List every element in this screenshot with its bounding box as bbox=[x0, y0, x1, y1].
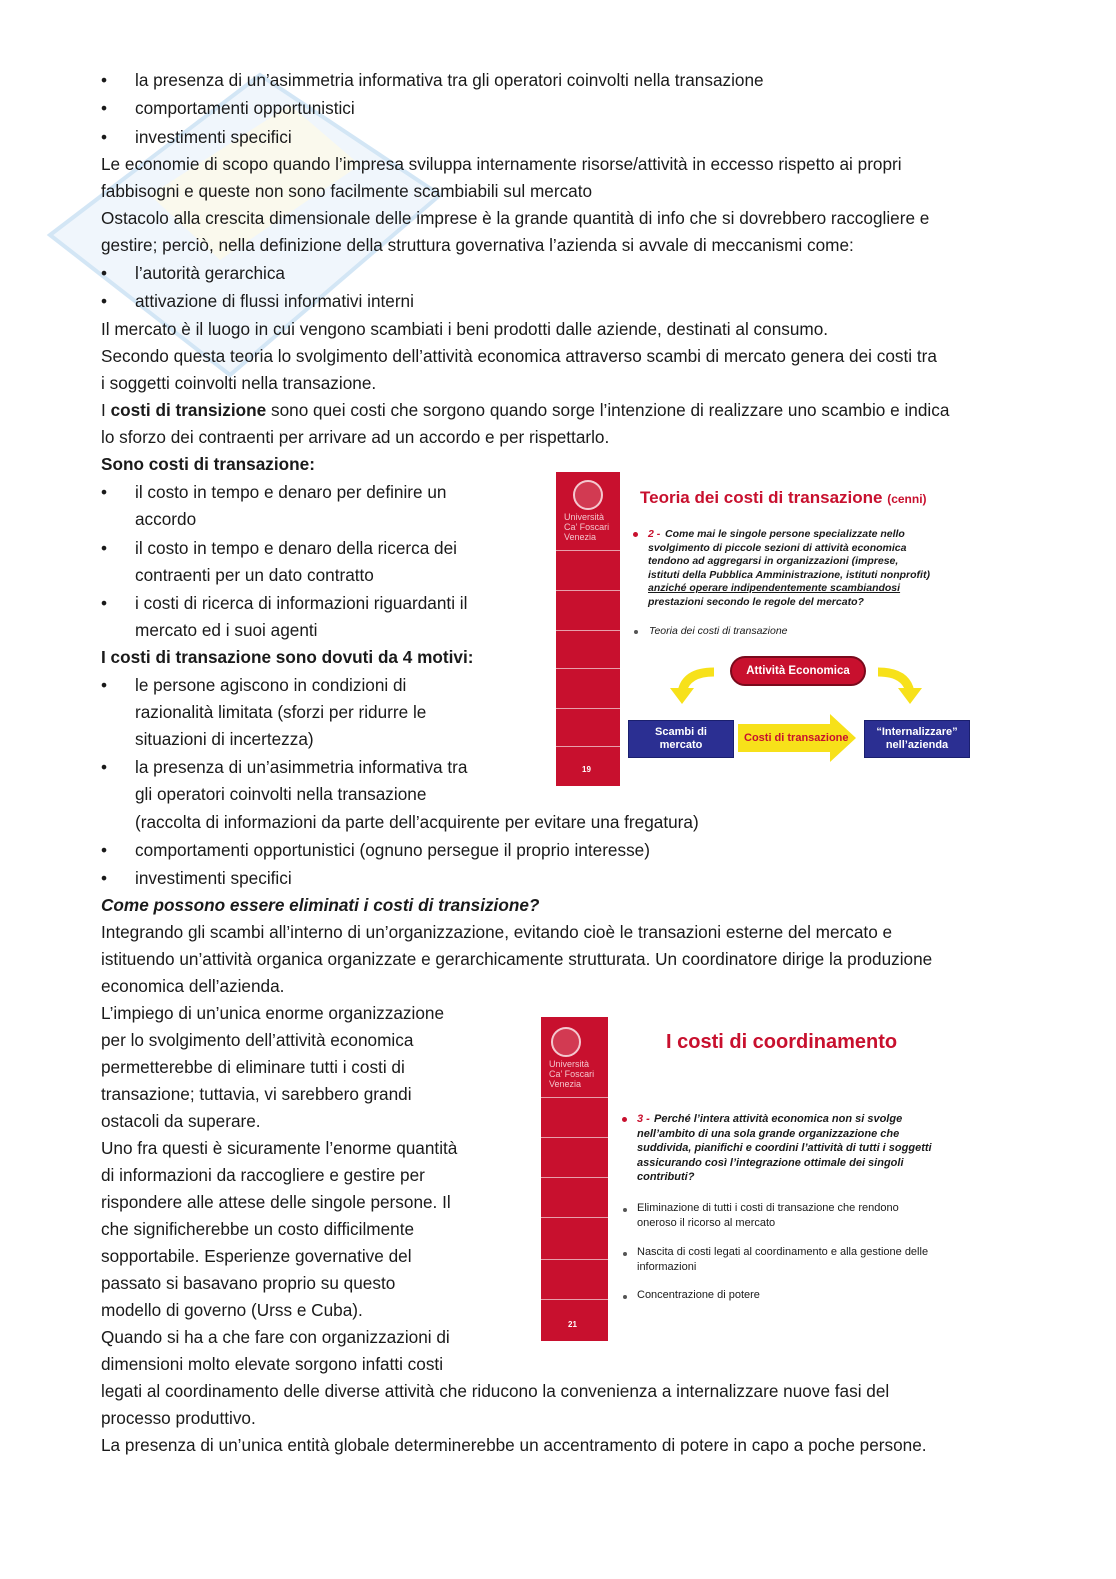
slide-title bbox=[640, 488, 927, 508]
question-line: assicurando così l’integrazione ottimale dei singoli bbox=[637, 1156, 904, 1169]
bullet-dot: • bbox=[101, 593, 108, 613]
bullet-text: accordo bbox=[135, 509, 197, 529]
paragraph-line: che significherebbe un costo difficilmente bbox=[101, 1219, 415, 1239]
paragraph-line: passato si basavano proprio su questo bbox=[101, 1273, 396, 1293]
slide-title-text: Teoria dei costi di transazione bbox=[640, 488, 883, 507]
bullet-dot: • bbox=[101, 538, 108, 558]
paragraph-line: transazione; tuttavia, vi sarebbero grandi bbox=[101, 1084, 412, 1104]
bullet-dot bbox=[623, 1295, 627, 1299]
arrow-label: Costi di transazione bbox=[744, 732, 849, 744]
university-crest-icon bbox=[573, 480, 603, 510]
question-number: 2 - bbox=[648, 528, 661, 540]
university-crest-icon bbox=[551, 1027, 581, 1057]
curved-arrow-right-icon bbox=[874, 666, 924, 706]
sidebar-divider bbox=[541, 1097, 608, 1098]
slide-page-number: 19 bbox=[582, 765, 591, 774]
question-line: prestazioni secondo le regole del mercato? bbox=[648, 595, 864, 608]
paragraph-line: La presenza di un’unica entità globale determinerebbe un accentramento di potere in capo a poche persone. bbox=[101, 1435, 927, 1455]
box-line: mercato bbox=[659, 739, 703, 751]
paragraph-line: Il mercato è il luogo in cui vengono scambiati i beni prodotti dalle aziende, destinati al consumo. bbox=[101, 319, 829, 339]
slide-page-number: 21 bbox=[568, 1320, 577, 1329]
paragraph-line: Ostacolo alla crescita dimensionale delle imprese è la grande quantità di info che si dovrebbero raccogliere e bbox=[101, 208, 930, 228]
bullet-dot: • bbox=[101, 98, 108, 118]
slide-transaction-costs bbox=[556, 472, 976, 788]
bullet-text: attivazione di flussi informativi interni bbox=[135, 291, 414, 311]
paragraph-line: istituendo un’attività organica organizzate e gerarchicamente strutturata. Un coordinatore dirige la produzione bbox=[101, 949, 933, 969]
paragraph-line: lo sforzo dei contraenti per arrivare ad un accordo e per rispettarlo. bbox=[101, 427, 610, 447]
bullet-text: contraenti per un dato contratto bbox=[135, 565, 374, 585]
question-line: Come mai le singole persone specializzate nello bbox=[665, 528, 905, 540]
sidebar-divider bbox=[556, 668, 620, 669]
slide-bullet-line: Concentrazione di potere bbox=[637, 1289, 760, 1301]
bullet-text: (raccolta di informazioni da parte dell’acquirente per evitare una fregatura) bbox=[135, 812, 699, 832]
bullet-text: i costi di ricerca di informazioni riguardanti il bbox=[135, 593, 468, 613]
paragraph-line: dimensioni molto elevate sorgono infatti costi bbox=[101, 1354, 444, 1374]
slide-bullet-line: Eliminazione di tutti i costi di transazione che rendono bbox=[637, 1202, 899, 1214]
sidebar-divider bbox=[556, 708, 620, 709]
paragraph-line: permetterebbe di eliminare tutti i costi di bbox=[101, 1057, 405, 1077]
bullet-text: razionalità limitata (sforzi per ridurre le bbox=[135, 702, 427, 722]
section-heading: Sono costi di transazione: bbox=[101, 454, 315, 474]
paragraph-line: Uno fra questi è sicuramente l’enorme quantità bbox=[101, 1138, 458, 1158]
paragraph-line: Quando si ha a che fare con organizzazioni di bbox=[101, 1327, 450, 1347]
bullet-dot: • bbox=[101, 263, 108, 283]
university-name: Ca’ Foscari bbox=[564, 522, 610, 532]
bold-term: costi di transizione bbox=[110, 400, 267, 420]
paragraph-line: economica dell’azienda. bbox=[101, 976, 285, 996]
bullet-dot: • bbox=[101, 757, 108, 777]
bullet-text: comportamenti opportunistici bbox=[135, 98, 355, 118]
paragraph-line bbox=[101, 399, 949, 421]
slide-bullet-line: Nascita di costi legati al coordinamento e alla gestione delle bbox=[637, 1246, 929, 1258]
bullet-text: le persone agiscono in condizioni di bbox=[135, 675, 407, 695]
box-line: nell’azienda bbox=[885, 739, 949, 751]
bullet-text: la presenza di un’asimmetria informativa tra gli operatori coinvolti nella transazione bbox=[135, 70, 764, 90]
university-name: Ca’ Foscari bbox=[549, 1069, 595, 1079]
paragraph-line: Le economie di scopo quando l’impresa sviluppa internamente risorse/attività in eccesso rispetto ai propri bbox=[101, 154, 902, 174]
question-line: istituti della Pubblica Amministrazione, istituti nonprofit) bbox=[648, 568, 930, 581]
sidebar-divider bbox=[541, 1137, 608, 1138]
bullet-text: situazioni di incertezza) bbox=[135, 729, 314, 749]
sidebar-divider bbox=[556, 746, 620, 747]
market-exchanges-box bbox=[628, 720, 734, 758]
text-run: I bbox=[101, 400, 111, 420]
paragraph-line: processo produttivo. bbox=[101, 1408, 256, 1428]
section-heading: I costi di transazione sono dovuti da 4 motivi: bbox=[101, 647, 474, 667]
bullet-dot: • bbox=[101, 868, 108, 888]
sidebar-divider bbox=[541, 1177, 608, 1178]
university-name: Venezia bbox=[564, 532, 597, 542]
slide-coordination-costs bbox=[541, 1017, 971, 1343]
section-question: Come possono essere eliminati i costi di transizione? bbox=[101, 895, 540, 915]
bullet-text: gli operatori coinvolti nella transazione bbox=[135, 784, 427, 804]
bullet-text: il costo in tempo e denaro per definire un bbox=[135, 482, 447, 502]
activity-pill: Attività Economica bbox=[730, 656, 866, 686]
paragraph-line: rispondere alle attese delle singole persone. Il bbox=[101, 1192, 451, 1212]
box-line: Scambi di bbox=[655, 726, 707, 738]
bullet-dot: • bbox=[101, 840, 108, 860]
sidebar-divider bbox=[556, 630, 620, 631]
sidebar-divider bbox=[556, 590, 620, 591]
sidebar-divider bbox=[541, 1259, 608, 1260]
sidebar-divider bbox=[541, 1217, 608, 1218]
paragraph-line: fabbisogni e queste non sono facilmente scambiabili sul mercato bbox=[101, 181, 593, 201]
bullet-text: la presenza di un’asimmetria informativa tra bbox=[135, 757, 468, 777]
internalize-box bbox=[864, 720, 970, 758]
slide-bullet bbox=[637, 1201, 899, 1231]
paragraph-line: di informazioni da raccogliere e gestire per bbox=[101, 1165, 425, 1185]
bullet-dot bbox=[622, 1117, 627, 1122]
bullet-dot: • bbox=[101, 70, 108, 90]
curved-arrow-left-icon bbox=[668, 666, 718, 706]
sidebar-divider bbox=[556, 550, 620, 551]
paragraph-line: i soggetti coinvolti nella transazione. bbox=[101, 373, 377, 393]
university-name: Venezia bbox=[549, 1079, 582, 1089]
slide-bullet bbox=[637, 1288, 760, 1303]
slide-title-suffix: (cenni) bbox=[887, 492, 927, 506]
bullet-dot bbox=[623, 1252, 627, 1256]
question-line: tendono ad aggregarsi in organizzazioni (imprese, bbox=[648, 555, 899, 567]
slide-title: I costi di coordinamento bbox=[666, 1031, 898, 1053]
paragraph-line: Integrando gli scambi all’interno di un’organizzazione, evitando cioè le transazioni esterne del mercato e bbox=[101, 922, 893, 942]
paragraph-line: ostacoli da superare. bbox=[101, 1111, 261, 1131]
slide-question bbox=[637, 1112, 932, 1185]
bullet-dot: • bbox=[101, 675, 108, 695]
paragraph-line: modello di governo (Urss e Cuba). bbox=[101, 1300, 363, 1320]
question-line: contributi? bbox=[637, 1171, 695, 1183]
question-line: anziché operare indipendentemente scambiandosi bbox=[648, 582, 901, 594]
paragraph-line: sopportabile. Esperienze governative del bbox=[101, 1246, 412, 1266]
question-line: Perché l’intera attività economica non si svolge bbox=[654, 1113, 903, 1125]
bullet-text: investimenti specifici bbox=[135, 127, 292, 147]
slide-question bbox=[648, 528, 930, 609]
university-name: Università bbox=[549, 1059, 590, 1069]
paragraph-line: gestire; perciò, nella definizione della struttura governativa l’azienda si avvale di meccanismi come: bbox=[101, 235, 854, 255]
slide-bullet-line: oneroso il ricorso al mercato bbox=[637, 1217, 776, 1229]
bullet-text: comportamenti opportunistici (ognuno persegue il proprio interesse) bbox=[135, 840, 650, 860]
question-line: nell’ambito di una sola grande organizzazione che bbox=[637, 1127, 900, 1140]
bullet-text: mercato ed i suoi agenti bbox=[135, 620, 318, 640]
university-name: Università bbox=[564, 512, 605, 522]
question-line: suddivida, pianifichi e coordini l’attività di tutti i soggetti bbox=[637, 1142, 932, 1154]
box-line: “Internalizzare” bbox=[876, 726, 958, 738]
slide-sidebar bbox=[556, 472, 620, 786]
slide-bullet-text: Teoria dei costi di transazione bbox=[649, 625, 788, 637]
paragraph-line: Secondo questa teoria lo svolgimento dell’attività economica attraverso scambi di mercato genera dei costi tra bbox=[101, 346, 937, 366]
question-number: 3 - bbox=[637, 1113, 650, 1125]
bullet-text: investimenti specifici bbox=[135, 868, 292, 888]
bullet-text: l’autorità gerarchica bbox=[135, 263, 285, 283]
paragraph-line: per lo svolgimento dell’attività economica bbox=[101, 1030, 414, 1050]
bullet-dot: • bbox=[101, 291, 108, 311]
bullet-dot bbox=[633, 532, 638, 537]
paragraph-line: L’impiego di un’unica enorme organizzazione bbox=[101, 1003, 445, 1023]
bullet-dot bbox=[623, 1208, 627, 1212]
bullet-text: il costo in tempo e denaro della ricerca dei bbox=[135, 538, 457, 558]
bullet-dot bbox=[634, 630, 638, 634]
slide-bullet-line: informazioni bbox=[637, 1261, 697, 1273]
slide-bullet bbox=[637, 1245, 928, 1275]
bullet-dot: • bbox=[101, 482, 108, 502]
slide-sidebar bbox=[541, 1017, 608, 1341]
bullet-dot: • bbox=[101, 127, 108, 147]
question-line: svolgimento di piccole sezioni di attività economica bbox=[648, 541, 907, 554]
paragraph-line: legati al coordinamento delle diverse attività che riducono la convenienza a internalizzare nuove fasi del bbox=[101, 1381, 890, 1401]
text-run: sono quei costi che sorgono quando sorge l’intenzione di realizzare uno scambio e indica bbox=[266, 400, 950, 420]
sidebar-divider bbox=[541, 1299, 608, 1300]
